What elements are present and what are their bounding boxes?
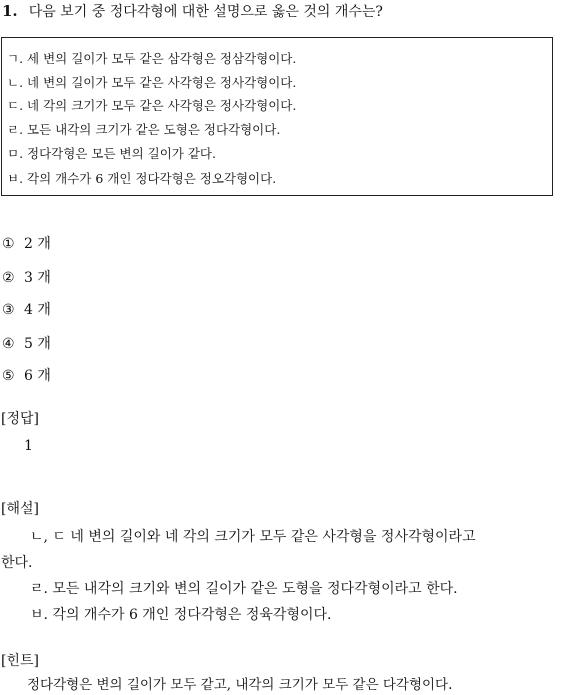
choice-label: 5 개 bbox=[24, 336, 51, 352]
explanation-label: [해설] bbox=[1, 501, 39, 517]
choice-label: 2 개 bbox=[24, 236, 51, 252]
choice-4[interactable] bbox=[2, 334, 51, 354]
answer-label: [정답] bbox=[1, 411, 39, 427]
explanation-line: 한다. bbox=[1, 555, 33, 571]
statement-item: ㄱ. 세 변의 길이가 모두 같은 삼각형은 정삼각형이다. bbox=[7, 51, 297, 66]
explanation-line: ㅂ. 각의 개수가 6 개인 정다각형은 정육각형이다. bbox=[30, 607, 332, 623]
hint-label: [힌트] bbox=[1, 653, 39, 669]
choice-mark: ② bbox=[2, 270, 15, 286]
choice-label: 3 개 bbox=[24, 270, 51, 286]
explanation-line: ㄴ, ㄷ 네 변의 길이와 네 각의 크기가 모두 같은 사각형을 정사각형이라고 bbox=[30, 529, 476, 545]
statement-item: ㄹ. 모든 내각의 크기가 같은 도형은 정다각형이다. bbox=[7, 122, 281, 137]
question-number: 1. bbox=[2, 2, 18, 20]
hint-text: 정다각형은 변의 길이가 모두 같고, 내각의 크기가 모두 같은 다각형이다. bbox=[27, 677, 453, 693]
choice-mark: ① bbox=[2, 236, 15, 252]
choice-mark: ⑤ bbox=[2, 368, 15, 384]
choice-1[interactable] bbox=[2, 234, 51, 254]
choice-mark: ④ bbox=[2, 336, 15, 352]
choice-5[interactable] bbox=[2, 366, 51, 386]
choice-mark: ③ bbox=[2, 302, 15, 318]
question bbox=[2, 0, 383, 22]
choice-3[interactable] bbox=[2, 300, 51, 320]
statement-item: ㄷ. 네 각의 크기가 모두 같은 사각형은 정사각형이다. bbox=[7, 98, 297, 113]
statement-item: ㅂ. 각의 개수가 6 개인 정다각형은 정오각형이다. bbox=[7, 171, 277, 186]
statement-item: ㄴ. 네 변의 길이가 모두 같은 사각형은 정사각형이다. bbox=[7, 75, 297, 90]
answer-value: 1 bbox=[24, 438, 33, 454]
choice-2[interactable] bbox=[2, 268, 51, 288]
explanation-line: ㄹ. 모든 내각의 크기와 변의 길이가 같은 도형을 정다각형이라고 한다. bbox=[30, 581, 458, 597]
choice-label: 4 개 bbox=[24, 302, 51, 318]
question-text: 다음 보기 중 정다각형에 대한 설명으로 옳은 것의 개수는? bbox=[28, 4, 383, 20]
statement-item: ㅁ. 정다각형은 모든 변의 길이가 같다. bbox=[7, 146, 216, 161]
choice-label: 6 개 bbox=[24, 368, 51, 384]
